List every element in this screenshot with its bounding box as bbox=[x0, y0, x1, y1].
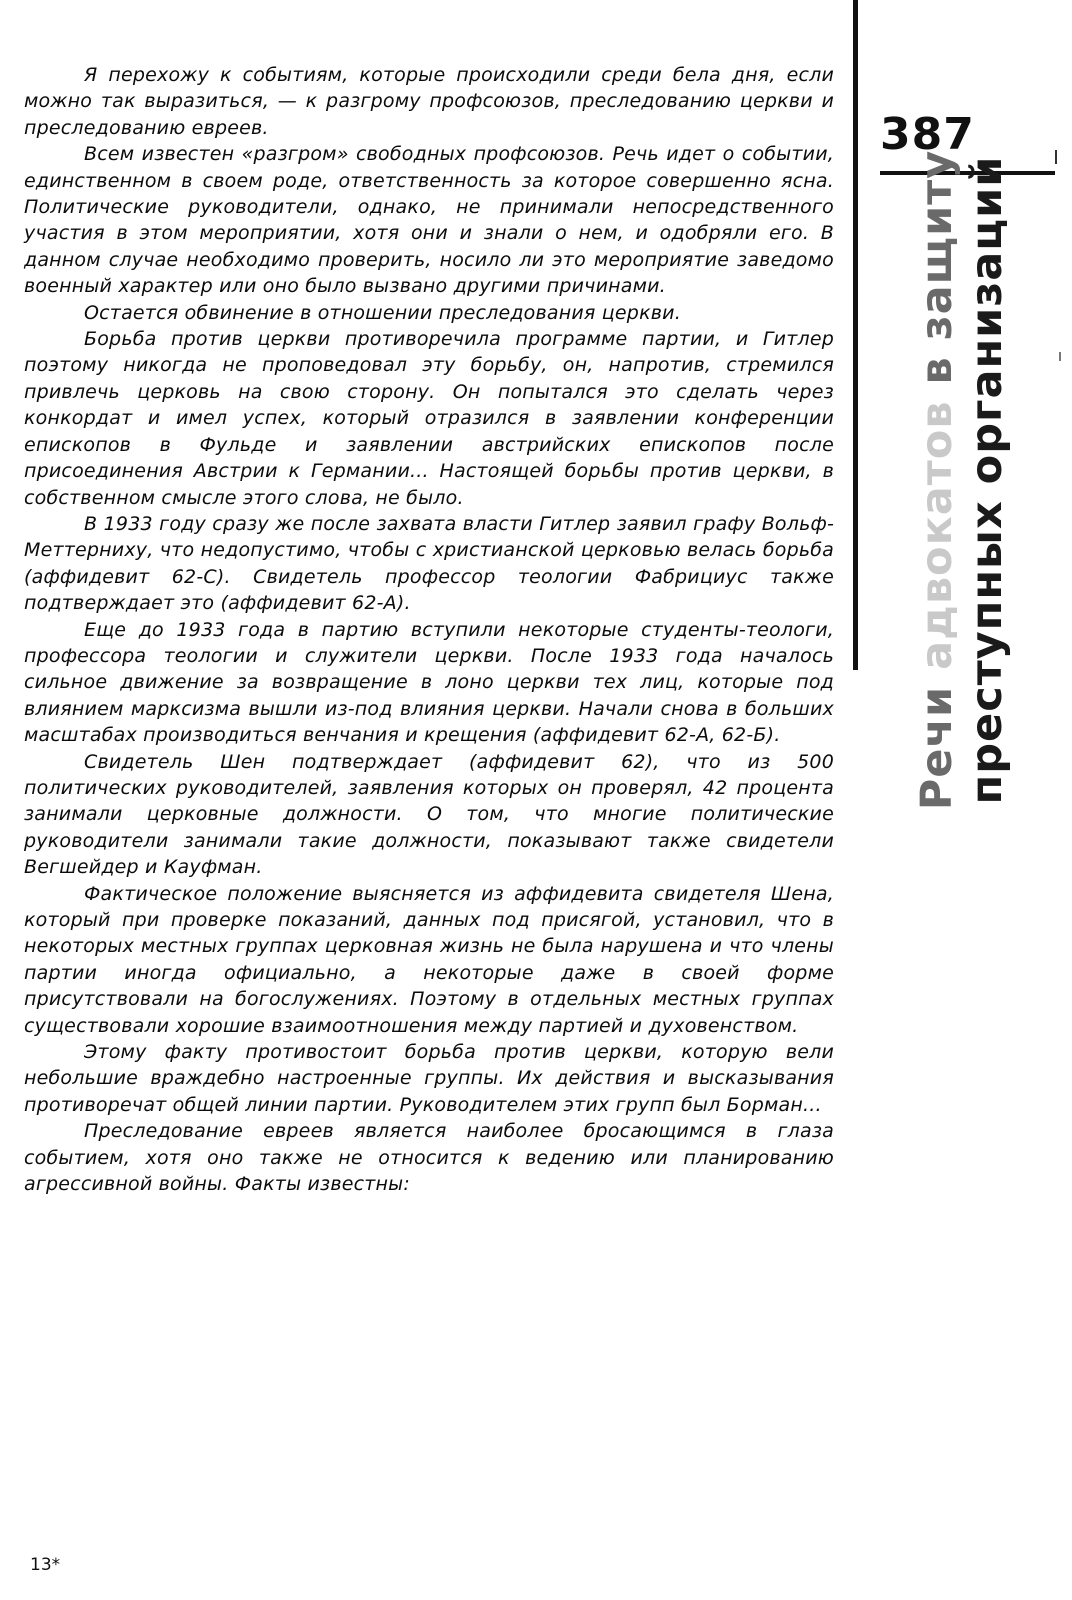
paragraph: Преследование евреев является наиболее бросающимся в глаза событием, хотя оно также не относится к ведению или планированию агрессивной войны. Факты известны: bbox=[24, 1120, 834, 1196]
signature-mark: 13* bbox=[30, 1555, 61, 1575]
body-text bbox=[24, 62, 834, 1197]
paragraph: В 1933 году сразу же после захвата власти Гитлер заявил графу Вольф-Меттерниху, что недопустимо, чтобы с христианской церковью велась борьба (аффидевит 62-С). Свидетель профессор теологии Фабрициус также подтверждает это (аффидевит 62-А). bbox=[24, 512, 834, 615]
paragraph: Борьба против церкви противоречила программе партии, и Гитлер поэтому никогда не проповедовал эту борьбу, он, напротив, стремился привлечь церковь на свою сторону. Он попытался это сделать через конкордат и имел успех, который отразился в заявлении конференции епископов в Фульде и заявлении австрийских епископов после присоединения Австрии к Германии... Настоящей борьбы против церкви, в собственном смысле этого слова, не было. bbox=[24, 328, 834, 509]
running-title-line-2: преступных организаций bbox=[962, 155, 1012, 805]
rule-tick bbox=[1055, 150, 1057, 164]
paragraph: Этому факту противостоит борьба против церкви, которую вели небольшие враждебно настроенные группы. Их действия и высказывания противоречат общей линии партии. Руководителем этих групп был Борман... bbox=[24, 1041, 834, 1116]
running-title-line-1: Речи адвокатов в защиту bbox=[912, 149, 962, 811]
margin-vertical-rule bbox=[853, 0, 858, 670]
paragraph: Остается обвинение в отношении преследования церкви. bbox=[84, 301, 681, 324]
paragraph: Я перехожу к событиям, которые происходили среди бела дня, если можно так выразиться, — к разгрому профсоюзов, преследованию церкви и преследованию евреев. bbox=[24, 64, 834, 139]
page-number: 387 bbox=[880, 109, 975, 160]
paragraph: Всем известен «разгром» свободных профсоюзов. Речь идет о событии, единственном в своем роде, ответственность за которое совершенно ясна. Политические руководители, однако, не принимали непосредственного участия в этом мероприятии, хотя они и знали о нем, и одобряли его. В данном случае необходимо проверить, носило ли это мероприятие заведомо военный характер или оно было вызвано другими причинами. bbox=[24, 143, 834, 298]
paragraph: Фактическое положение выясняется из аффидевита свидетеля Шена, который при проверке показаний, данных под присягой, установил, что в некоторых местных группах церковная жизнь не была нарушена и что члены партии иногда официально, а некоторые даже в своей форме присутствовали на богослужениях. Поэтому в отдельных местных группах существовали хорошие взаимоотношения между партией и духовенством. bbox=[24, 882, 834, 1037]
paragraph: Еще до 1933 года в партию вступили некоторые студенты-теологи, профессора теологии и служители церкви. После 1933 года началось сильное движение за возвращение в лоно церкви тех лиц, которые под влиянием марксизма вышли из-под влияния церкви. Начали снова в больших масштабах производиться венчания и крещения (аффидевит 62-А, 62-Б). bbox=[24, 618, 834, 747]
rule-tick bbox=[1059, 352, 1061, 361]
paragraph: Свидетель Шен подтверждает (аффидевит 62), что из 500 политических руководителей, заявления которых он проверял, 42 процента занимали церковные должности. О том, что многие политические руководители занимали такие должности, показывают также свидетели Вегшейдер и Кауфман. bbox=[24, 750, 834, 879]
